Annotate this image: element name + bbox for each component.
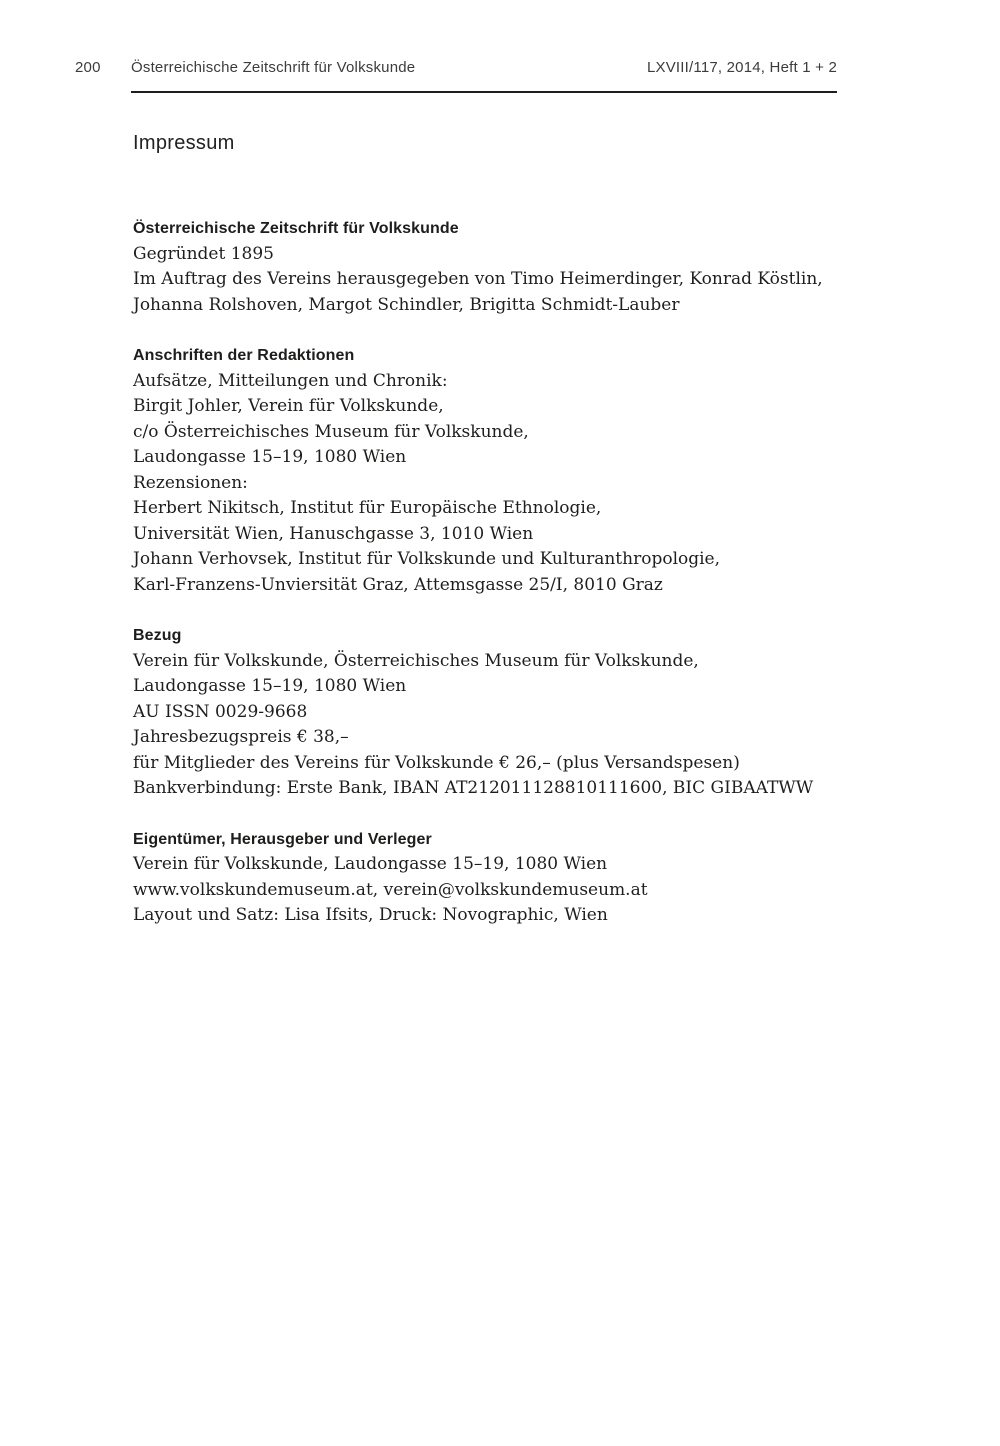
text-line: Johanna Rolshoven, Margot Schindler, Brigitta Schmidt-Lauber bbox=[133, 294, 680, 315]
section-heading: Österreichische Zeitschrift für Volkskunde bbox=[133, 220, 459, 237]
text-line: Im Auftrag des Vereins herausgegeben von Timo Heimerdinger, Konrad Köstlin, bbox=[133, 269, 823, 289]
text-line: Karl-Franzens-Unviersität Graz, Attemsgasse 25/I, 8010 Graz bbox=[133, 574, 663, 595]
text-line: Layout und Satz: Lisa Ifsits, Druck: Novographic, Wien bbox=[133, 905, 608, 925]
section-bezug bbox=[133, 623, 843, 802]
text-line: Rezensionen: bbox=[133, 472, 248, 493]
page-number: 200 bbox=[75, 59, 101, 76]
text-line: Johann Verhovsek, Institut für Volkskunde und Kulturanthropologie, bbox=[133, 549, 721, 569]
page-title: Impressum bbox=[133, 132, 235, 154]
text-line: Laudongasse 15–19, 1080 Wien bbox=[133, 447, 407, 467]
text-line: Jahresbezugspreis € 38,– bbox=[133, 727, 349, 747]
text-line: Bankverbindung: Erste Bank, IBAN AT212011128810111600, BIC GIBAATWW bbox=[133, 778, 814, 798]
page-content bbox=[133, 131, 843, 929]
running-header bbox=[0, 58, 1000, 80]
section-heading: Eigentümer, Herausgeber und Verleger bbox=[133, 830, 432, 848]
section-redaktion-addresses bbox=[133, 343, 843, 598]
text-line: AU ISSN 0029-9668 bbox=[133, 701, 308, 722]
section-eigentuemer bbox=[133, 827, 843, 929]
text-line: Verein für Volkskunde, Laudongasse 15–19, 1080 Wien bbox=[133, 854, 608, 874]
section-heading: Bezug bbox=[133, 627, 182, 644]
header-rule bbox=[131, 91, 837, 93]
text-line: www.volkskundemuseum.at, verein@volkskundemuseum.at bbox=[133, 879, 648, 900]
text-line: Verein für Volkskunde, Österreichisches Museum für Volkskunde, bbox=[133, 650, 699, 671]
text-line: Herbert Nikitsch, Institut für Europäische Ethnologie, bbox=[133, 498, 602, 518]
text-line: Gegründet 1895 bbox=[133, 243, 274, 264]
section-journal-info bbox=[133, 216, 843, 318]
text-line: c/o Österreichisches Museum für Volkskunde, bbox=[133, 421, 529, 442]
running-header-issue-info: LXVIII/117, 2014, Heft 1 + 2 bbox=[646, 59, 837, 76]
text-line: Laudongasse 15–19, 1080 Wien bbox=[133, 676, 407, 696]
text-line: Universität Wien, Hanuschgasse 3, 1010 Wien bbox=[133, 523, 534, 544]
text-line: für Mitglieder des Vereins für Volkskunde € 26,– (plus Versandspesen) bbox=[133, 752, 740, 773]
section-heading: Anschriften der Redaktionen bbox=[133, 347, 355, 364]
text-line: Birgit Johler, Verein für Volkskunde, bbox=[133, 396, 444, 416]
text-line: Aufsätze, Mitteilungen und Chronik: bbox=[133, 370, 448, 391]
running-header-journal-title: Österreichische Zeitschrift für Volkskunde bbox=[131, 59, 416, 76]
